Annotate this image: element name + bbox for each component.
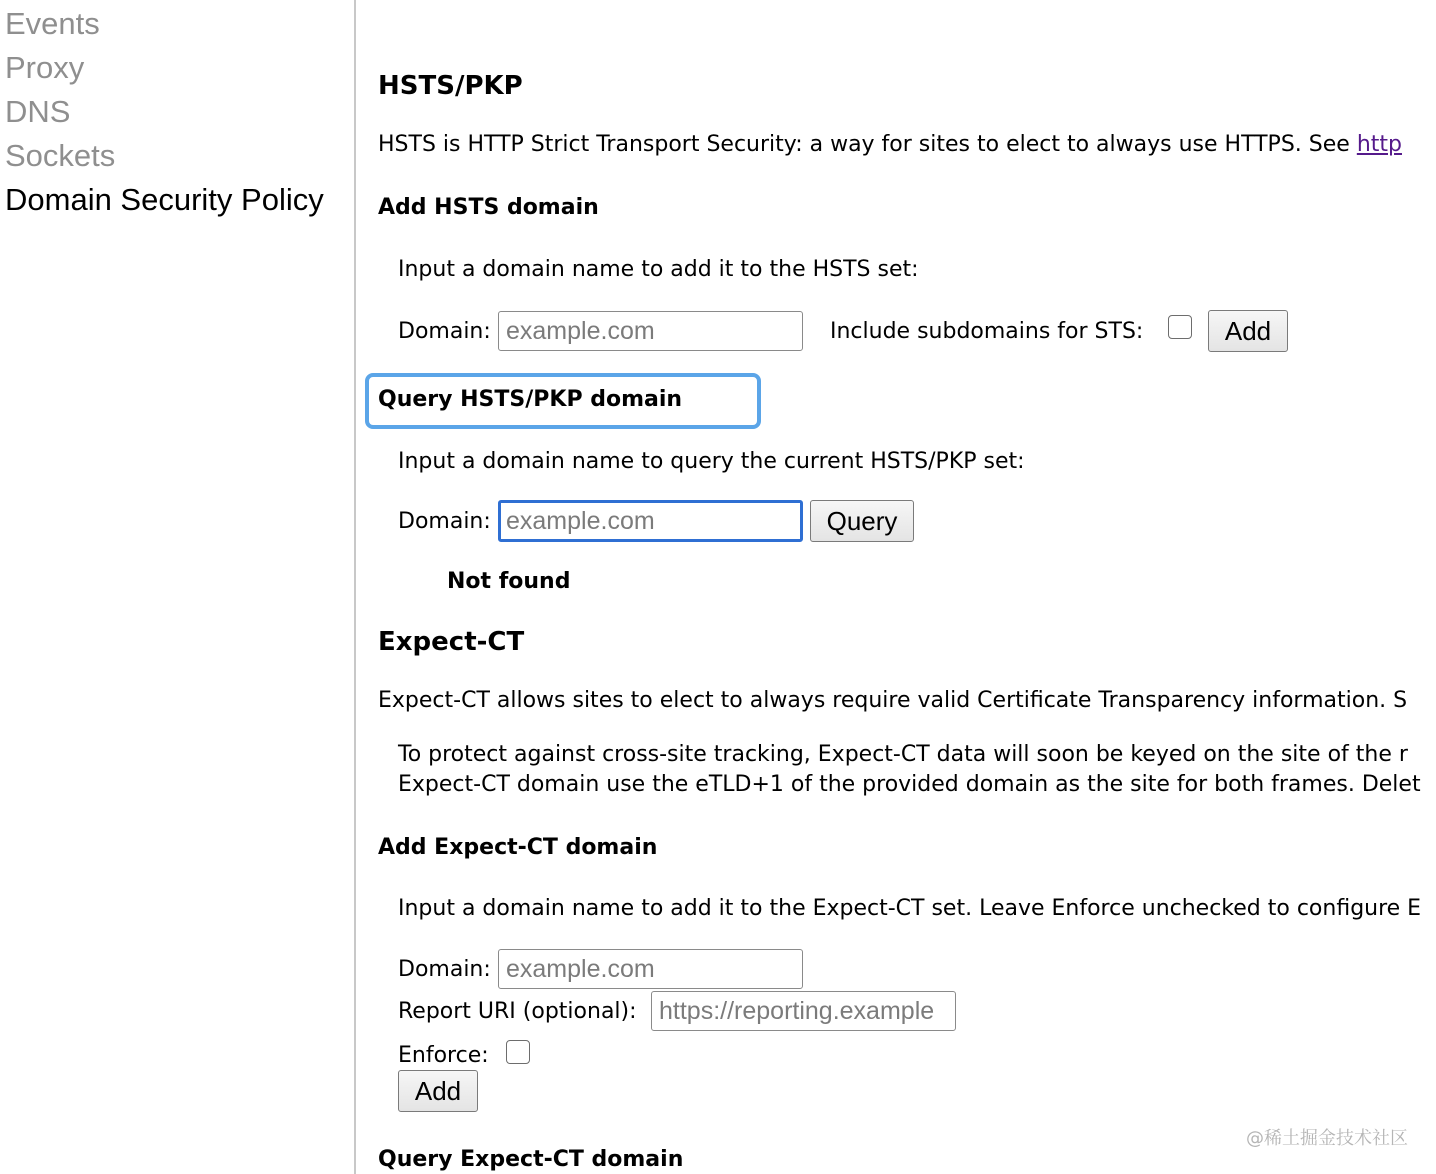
include-subdomains-checkbox[interactable] [1168,315,1192,339]
expect-ct-heading: Expect-CT [378,627,525,657]
enforce-checkbox[interactable] [506,1040,530,1064]
add-hsts-heading: Add HSTS domain [378,195,599,220]
include-subdomains-label: Include subdomains for STS: [830,319,1144,344]
add-expect-ct-instruction: Input a domain name to add it to the Expect-CT set. Leave Enforce unchecked to configure E [398,896,1422,921]
add-hsts-instruction: Input a domain name to add it to the HSTS set: [398,257,919,282]
sidebar-item-events[interactable]: Events [5,6,100,41]
sidebar-item-domain-security-policy[interactable]: Domain Security Policy [5,182,324,217]
query-expect-ct-heading: Query Expect-CT domain [378,1147,684,1172]
watermark: @稀土掘金技术社区 [1246,1128,1408,1149]
add-hsts-domain-label: Domain: [398,319,491,344]
sidebar-item-proxy[interactable]: Proxy [5,50,85,85]
query-hsts-result: Not found [447,569,571,594]
query-hsts-heading: Query HSTS/PKP domain [378,387,683,412]
add-expect-ct-heading: Add Expect-CT domain [378,835,658,860]
sidebar-item-dns[interactable]: DNS [5,94,71,129]
add-hsts-button[interactable]: Add [1208,310,1288,352]
add-expect-ct-domain-input[interactable] [498,949,803,989]
sidebar-item-sockets[interactable]: Sockets [5,138,116,173]
query-hsts-domain-label: Domain: [398,509,491,534]
enforce-label: Enforce: [398,1043,489,1068]
add-expect-ct-button[interactable]: Add [398,1070,478,1112]
report-uri-label: Report URI (optional): [398,999,637,1024]
hsts-description-text: HSTS is HTTP Strict Transport Security: a way for sites to elect to always use HTTPS. See [378,132,1357,157]
sidebar [0,0,356,1174]
query-hsts-button[interactable]: Query [810,500,914,542]
expect-ct-note-line-1: To protect against cross-site tracking, Expect-CT data will soon be keyed on the site of the r [398,742,1408,767]
hsts-info-link[interactable]: http [1356,132,1402,157]
query-hsts-domain-input[interactable] [498,500,803,542]
hsts-heading: HSTS/PKP [378,71,523,101]
hsts-description [378,134,1402,156]
add-hsts-domain-input[interactable] [498,311,803,351]
report-uri-input[interactable] [651,991,956,1031]
query-hsts-instruction: Input a domain name to query the current HSTS/PKP set: [398,449,1025,474]
expect-ct-note-line-2: Expect-CT domain use the eTLD+1 of the provided domain as the site for both frames. Delet [398,772,1421,797]
main-content [358,0,1436,1174]
expect-ct-description: Expect-CT allows sites to elect to always require valid Certificate Transparency information. S [378,688,1408,713]
add-expect-ct-domain-label: Domain: [398,957,491,982]
